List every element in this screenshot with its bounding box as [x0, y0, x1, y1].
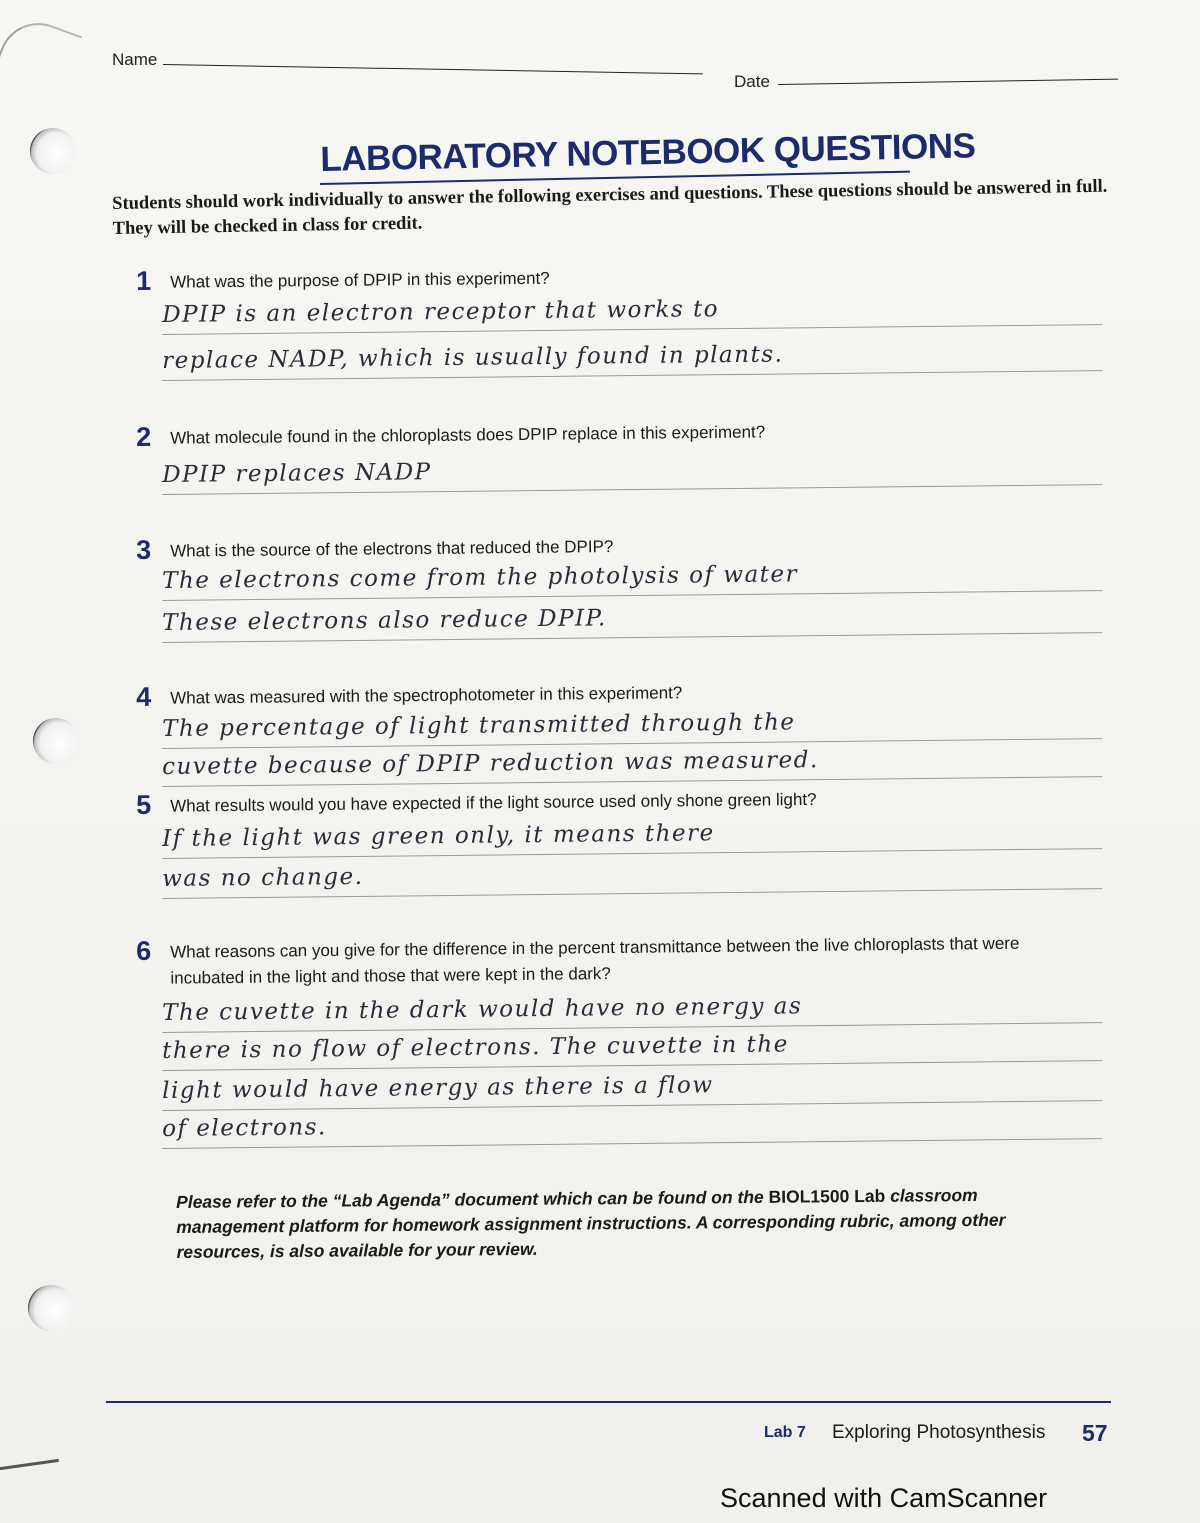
lab-number: Lab 7 [764, 1424, 806, 1441]
question-text: What was measured with the spectrophotometer in this experiment? [170, 683, 683, 708]
page-number: 57 [1082, 1420, 1108, 1446]
question-number: 4 [136, 681, 152, 712]
answer-3-line-2: These electrons also reduce DPIP. [162, 600, 1102, 643]
question-5 [136, 780, 1116, 821]
answer-3-line-1: The electrons come from the photolysis of water [162, 558, 1102, 601]
answer-4-line-2: cuvette because of DPIP reduction was measured. [162, 744, 1102, 787]
page-title: LABORATORY NOTEBOOK QUESTIONS [320, 126, 976, 179]
homework-note-part1: Please refer to the “Lab Agenda” document which can be found on the [176, 1186, 769, 1212]
course-code: BIOL1500 Lab [768, 1185, 886, 1207]
question-number: 3 [136, 534, 152, 565]
answer-4-line-1: The percentage of light transmitted through the [162, 706, 1102, 749]
question-text: What reasons can you give for the difference in the percent transmittance between the live chloroplasts that were [170, 933, 1020, 962]
question-text: What results would you have expected if the light source used only shone green light? [170, 789, 817, 816]
date-field[interactable] [778, 79, 1118, 85]
binder-clip-mark [0, 1459, 61, 1484]
question-text: What was the purpose of DPIP in this experiment? [170, 268, 550, 292]
question-number: 6 [136, 935, 152, 966]
scanner-watermark: Scanned with CamScanner [720, 1483, 1048, 1513]
answer-6-line-2: there is no flow of electrons. The cuvette in the [162, 1028, 1102, 1071]
instructions-text: Students should work individually to answer the following exercises and questions. These questions should be answered in full. They will be checked in class for credit. [112, 176, 1108, 239]
date-label: Date [734, 72, 770, 91]
question-text-continued: incubated in the light and those that were kept in the dark? [170, 964, 611, 988]
question-number: 1 [136, 265, 152, 296]
question-number: 2 [136, 421, 152, 452]
question-1 [136, 256, 1116, 297]
question-2 [136, 412, 1116, 453]
answer-5-line-2: was no change. [162, 856, 1102, 899]
punch-hole-middle [33, 718, 79, 764]
punch-hole-top [30, 128, 76, 174]
answer-1-line-1: DPIP is an electron receptor that works to [162, 292, 1102, 335]
chapter-title: Exploring Photosynthesis [832, 1422, 1046, 1443]
answer-2-line-1: DPIP replaces NADP [162, 452, 1102, 495]
name-label: Name [112, 50, 158, 69]
question-text: What molecule found in the chloroplasts does DPIP replace in this experiment? [170, 422, 766, 448]
homework-note-part2: classroom management platform for homework assignment instructions. A corresponding rubric, among other resources, is also available for your review. [176, 1185, 1006, 1262]
punch-hole-bottom [28, 1285, 74, 1331]
question-number: 5 [136, 789, 152, 820]
answer-6-line-4: of electrons. [162, 1106, 1102, 1149]
answer-1-line-2: replace NADP, which is usually found in plants. [162, 338, 1102, 381]
question-text: What is the source of the electrons that reduced the DPIP? [170, 537, 614, 561]
answer-6-line-3: light would have energy as there is a flow [162, 1068, 1102, 1111]
binder-ring-mark [0, 12, 82, 104]
answer-6-line-1: The cuvette in the dark would have no energy as [162, 990, 1102, 1033]
name-field[interactable] [163, 64, 703, 74]
footer-rule [106, 1401, 1111, 1403]
question-6 [136, 926, 1117, 989]
answer-5-line-1: If the light was green only, it means there [162, 816, 1102, 859]
homework-note [176, 1182, 1037, 1265]
